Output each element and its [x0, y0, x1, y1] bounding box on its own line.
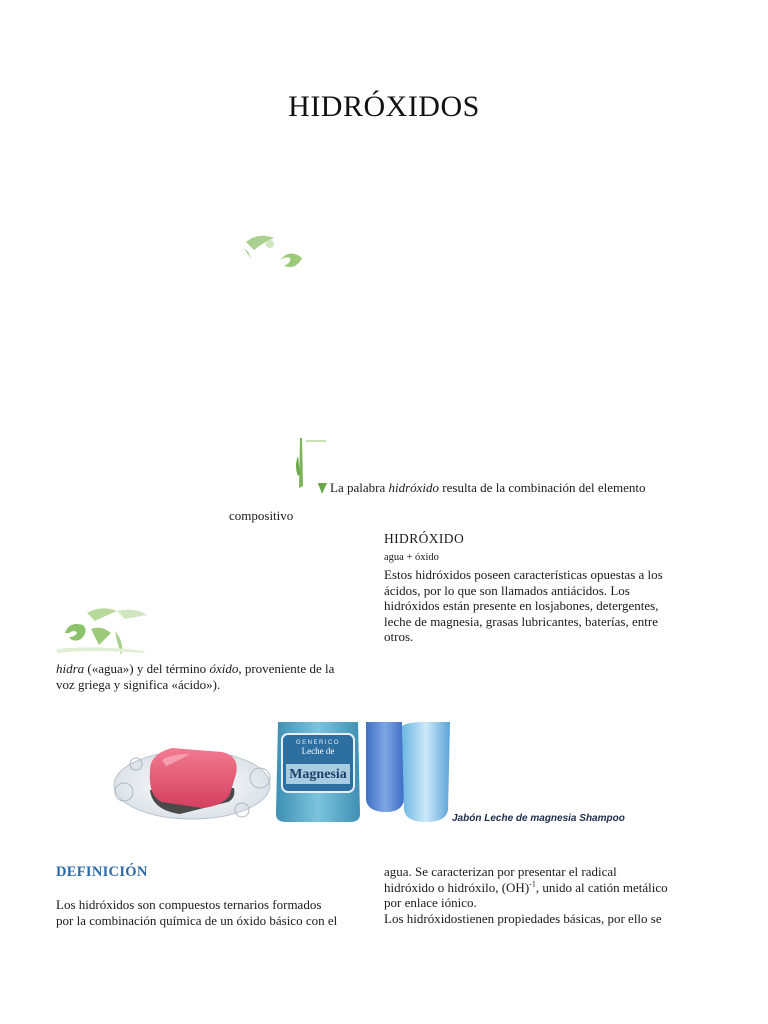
bottle-brand: GENERICO	[295, 740, 341, 746]
radical-text: hidróxido o hidróxilo, (OH)	[384, 879, 530, 895]
soap-image	[110, 730, 272, 825]
etymology-end: , proveniente de la	[238, 661, 335, 676]
sidebar-line: Estos hidróxidos poseen características opuestas a los	[384, 567, 663, 582]
swirl-ornament-icon	[55, 605, 150, 660]
definicion-line: por la combinación química de un óxido básico con el	[56, 912, 338, 928]
sidebar-heading: HIDRÓXIDO	[384, 531, 465, 546]
sidebar-paragraph	[384, 567, 714, 645]
caption-leche: Leche de magnesia	[484, 813, 577, 824]
definicion-right-line: por enlace iónico.	[384, 895, 477, 910]
etymology-line-2: voz griega y significa «ácido»).	[56, 676, 221, 692]
definicion-heading: DEFINICIÓN	[56, 864, 148, 880]
intro-keyword: hidróxido	[388, 480, 440, 495]
intro-prefix: La palabra	[330, 480, 389, 495]
etymology-oxido: óxido	[209, 661, 239, 676]
definicion-right-paragraph	[384, 864, 714, 926]
sidebar-line: otros.	[384, 629, 414, 644]
definicion-line: Los hidróxidos son compuestos ternarios formados	[56, 897, 322, 912]
etymology-paragraph	[56, 661, 376, 692]
page-title: HIDRÓXIDOS	[288, 90, 480, 123]
etymology-mid: («agua») y del término	[84, 661, 210, 676]
definicion-right-line: agua. Se caracterizan por presentar el radical	[384, 864, 617, 879]
caption-shampoo: Shampoo	[579, 813, 625, 824]
leaf-ornament-icon	[240, 230, 310, 275]
definicion-right-line: Los hidróxidostienen propiedades básicas, por ello se	[384, 910, 662, 926]
bottle-line1: Leche de	[301, 746, 335, 756]
bullet-leaf-icon	[318, 483, 327, 494]
image-caption	[452, 813, 625, 824]
sidebar-line: ácidos, por lo que son llamados antiácidos. Los	[384, 582, 630, 598]
sidebar-line: hidróxidos están presente en losjabones, detergentes,	[384, 598, 659, 613]
magnesia-bottle-image	[274, 722, 362, 824]
intro-line	[330, 480, 646, 496]
caption-jabon: Jabón	[452, 813, 482, 824]
etymology-line	[56, 661, 376, 677]
definicion-right-line	[384, 880, 714, 896]
sidebar-line: leche de magnesia, grasas lubricantes, baterías, entre	[384, 613, 658, 629]
radical-text-post: , unido al catión metálico	[535, 879, 668, 895]
definicion-left-paragraph	[56, 897, 381, 928]
sidebar-formula: agua + óxido	[384, 552, 439, 563]
intro-line-2: compositivo	[229, 508, 294, 523]
radical-charge: -1	[529, 879, 536, 889]
bottle-line2: Magnesia	[289, 767, 347, 782]
shampoo-bottles-image	[364, 722, 452, 824]
intro-suffix: resulta de la combinación del elemento	[439, 480, 646, 495]
etymology-hidra: hidra	[56, 661, 85, 676]
